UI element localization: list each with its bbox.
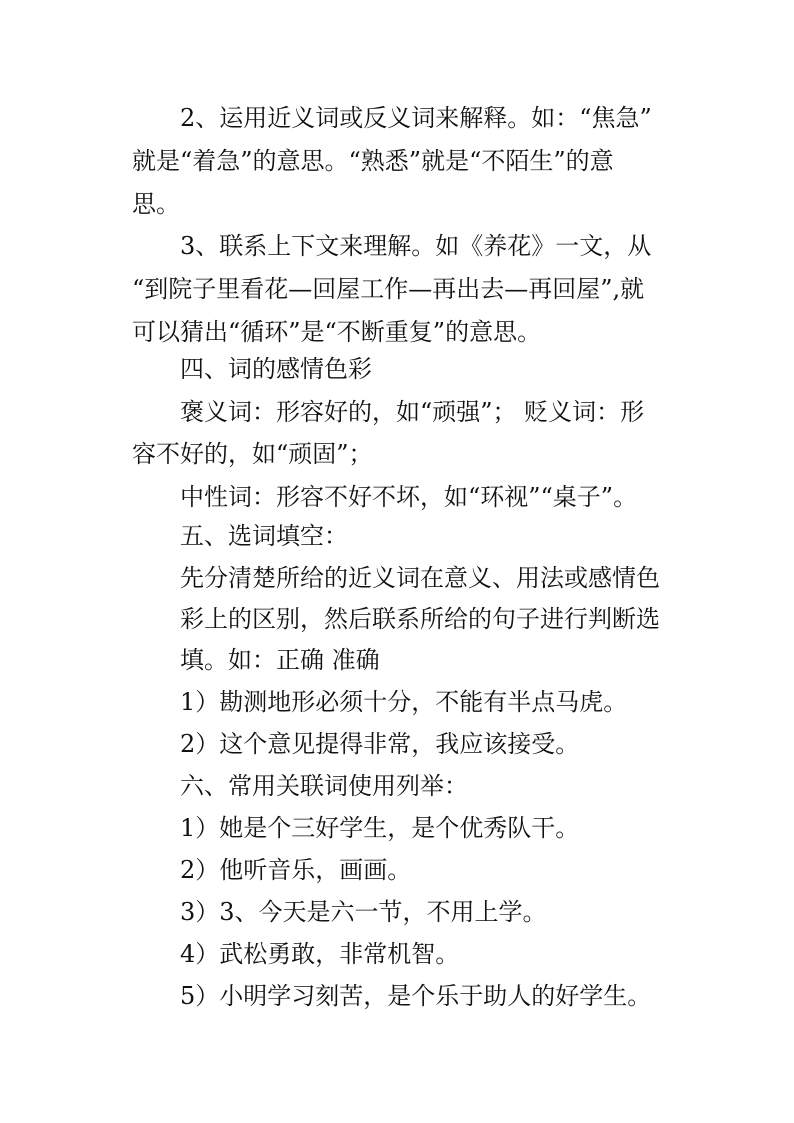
section-heading: 四、词的感情色彩 [180,355,372,383]
list-item: 2）他听音乐，画画。 [180,856,412,884]
paragraph-line: 3、联系上下文来理解。如《养花》一文，从 [180,232,652,260]
paragraph-line: 中性词：形容不好不坏，如“环视”“桌子”。 [180,483,638,511]
list-item: 2）这个意见提得非常，我应该接受。 [180,730,580,758]
list-item: 5）小明学习刻苦，是个乐于助人的好学生。 [180,982,652,1010]
paragraph-line: “到院子里看花—回屋工作—再出去—再回屋”,就 [132,275,645,303]
paragraph-line: 彩上的区别，然后联系所给的句子进行判断选 [180,605,660,633]
paragraph-line: 可以猜出“循环”是“不断重复”的意思。 [132,318,542,346]
paragraph-line: 就是“着急”的意思。“熟悉”就是“不陌生”的意 [132,147,614,175]
paragraph-line: 先分清楚所给的近义词在意义、用法或感情色 [180,564,660,592]
paragraph-line: 2、运用近义词或反义词来解释。如：“焦急” [180,104,652,132]
list-item: 4）武松勇敢，非常机智。 [180,940,460,968]
paragraph-line: 褒义词：形容好的，如“顽强”； 贬义词：形 [180,398,645,426]
paragraph-line: 思。 [132,190,180,218]
paragraph-line: 容不好的，如“顽固”； [132,440,373,468]
paragraph-line: 填。如：正确 准确 [180,646,380,674]
list-item: 1）勘测地形必须十分，不能有半点马虎。 [180,688,628,716]
section-heading: 五、选词填空： [180,522,348,550]
list-item: 1）她是个三好学生，是个优秀队干。 [180,814,580,842]
list-item: 3）3、今天是六一节，不用上学。 [180,898,547,926]
section-heading: 六、常用关联词使用列举： [180,772,468,800]
